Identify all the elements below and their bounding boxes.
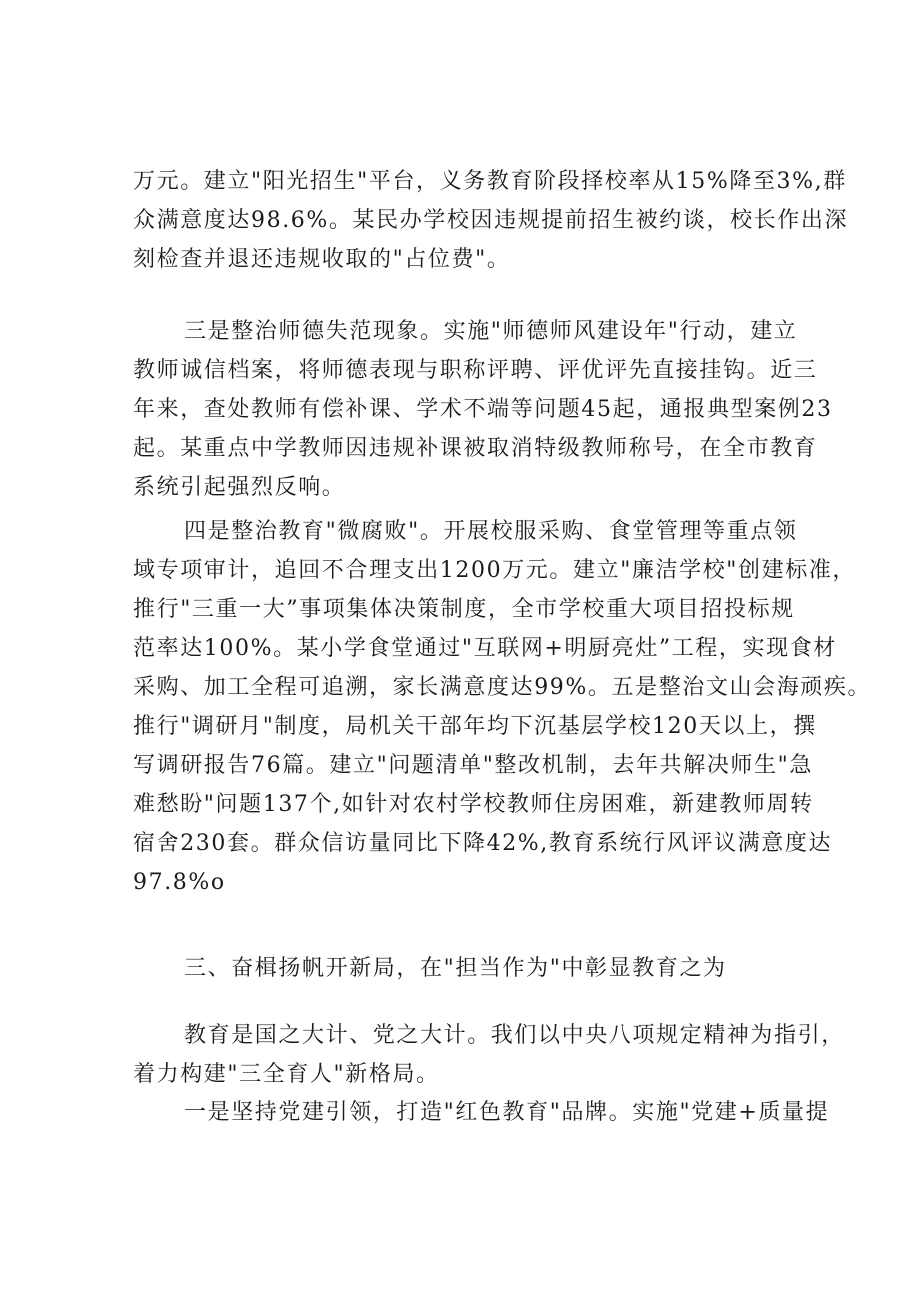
text-line: 97.8%o [133,870,226,895]
text-line: 推行"调研月"制度，局机关干部年均下沉基层学校120天以上，撰 [133,714,817,739]
text-line: 教师诚信档案，将师德表现与职称评聘、评优评先直接挂钩。近三 [133,358,818,383]
paragraph-admissions-continued [133,162,849,279]
paragraph-party-building [133,1093,830,1132]
text-line: 着力构建"三全育人"新格局。 [133,1062,440,1087]
text-line: 三是整治师德失范现象。实施"师德师风建设年"行动，建立 [184,319,798,344]
text-line: 采购、加工全程可追溯，家长满意度达99%。五是整治文山会海顽疾。 [133,675,872,700]
text-line: 范率达100%。某小学食堂通过"互联网+明厨亮灶”工程，实现食材 [133,636,837,661]
text-line: 刻检查并退还违规收取的"占位费"。 [133,247,511,272]
paragraph-teacher-ethics [133,312,833,507]
paragraph-micro-corruption [133,512,872,902]
text-line: 年来，查处教师有偿补课、学术不端等问题45起，通报典型案例23 [133,397,833,422]
text-line: 写调研报告76篇。建立"问题清单"整改机制，去年共解决师生"急 [133,753,813,778]
text-line: 起。某重点中学教师因违规补课被取消特级教师称号，在全市教育 [133,436,818,461]
text-line: 难愁盼"问题137个,如针对农村学校教师住房困难，新建教师周转 [133,792,814,817]
text-line: 域专项审计，追回不合理支出1200万元。建立"廉洁学校"创建标准， [133,558,857,583]
section-heading-3 [133,949,797,988]
paragraph-education-intro [133,1016,845,1094]
text-line: 推行"三重一大”事项集体决策制度，全市学校重大项目招投标规 [133,597,795,622]
text-line: 万元。建立"阳光招生"平台，义务教育阶段择校率从15%降至3%,群 [133,169,847,194]
text-line: 教育是国之大计、党之大计。我们以中央八项规定精神为指引， [184,1023,845,1048]
text-line: 四是整治教育"微腐败"。开展校服采购、食堂管理等重点领 [184,519,798,544]
text-line: 宿舍230套。群众信访量同比下降42%,教育系统行风评议满意度达 [133,831,833,856]
text-line: 系统引起强烈反响。 [133,475,346,500]
text-line: 众满意度达98.6%。某民办学校因违规提前招生被约谈，校长作出深 [133,208,849,233]
text-line: 一是坚持党建引领，打造"红色教育"品牌。实施"党建+质量提 [184,1100,830,1125]
heading-text: 三、奋楫扬帆开新局，在"担当作为"中彰显教育之为 [184,956,727,981]
